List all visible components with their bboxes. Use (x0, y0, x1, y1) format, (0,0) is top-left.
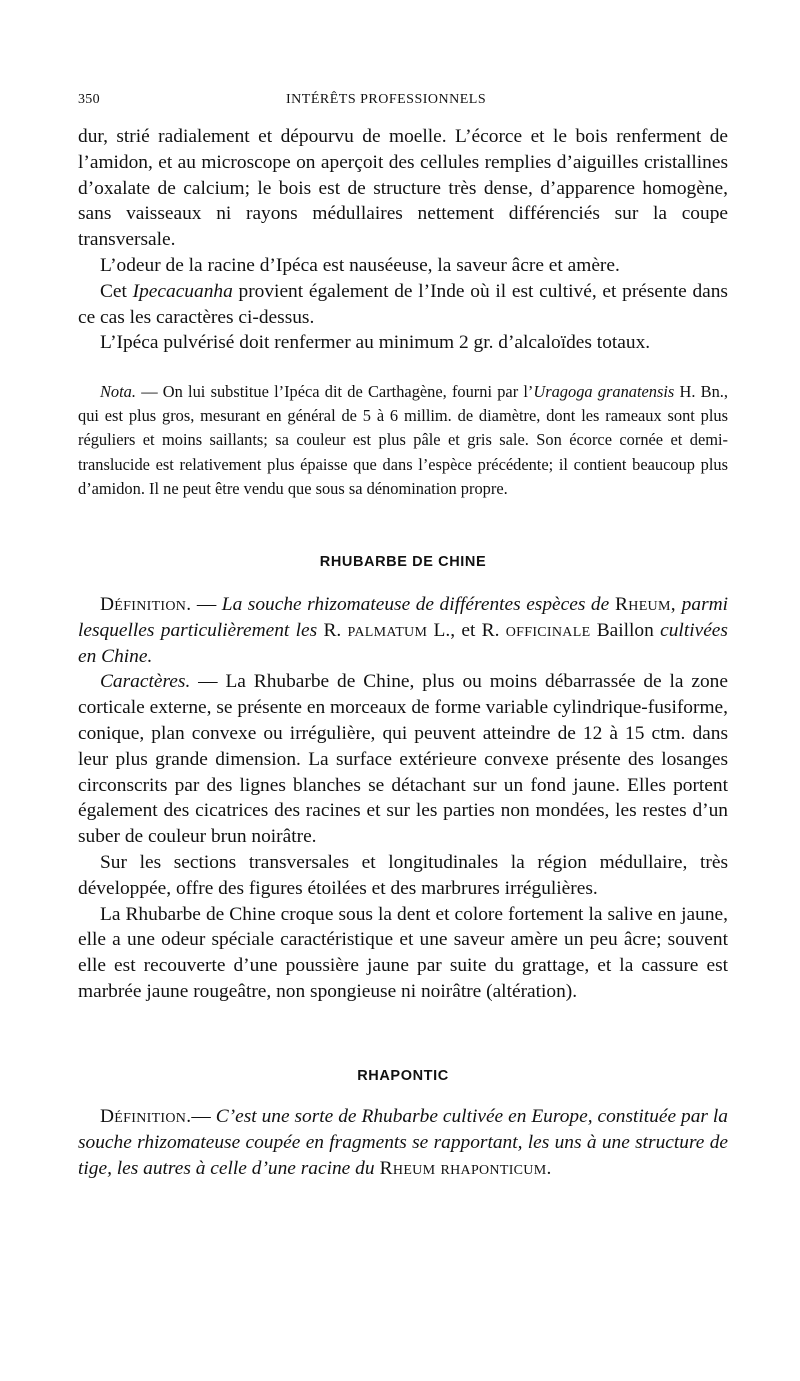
caracteres-label: Caractères. (100, 671, 191, 693)
rhapontic-section (78, 1104, 728, 1181)
definition-label: Définition. (100, 1106, 192, 1127)
nota-label: Nota. (100, 382, 136, 401)
text-fragment: provient également de l’Inde où il est cultivé, et présente dans ce cas les caractères ci-dessus. (78, 280, 728, 328)
running-head (78, 92, 728, 112)
text-fragment: . (546, 1157, 552, 1179)
definition-paragraph (78, 1104, 728, 1181)
definition-text: C’est une sorte de Rhubarbe cultivée en Europe, constituée par la souche rhizomateuse coupée en fragments se rapportant, les uns à une structure de tige, les autres à celle d’une racine du (78, 1106, 729, 1179)
paragraph-ipecacuanha (78, 279, 728, 331)
species-name: Rheum rhaponticum (374, 1157, 547, 1179)
text-fragment: Cet (100, 280, 133, 302)
nota-paragraph (78, 380, 728, 501)
text-fragment: — La Rhubarbe de Chine, plus ou moins débarrassée de la zone corticale externe, se présente en morceaux de forme variable cylindrique-fusiforme, conique, plan convexe ou irrégulière, qui peuvent atteindre de 12 à 15 ctm. dans leur plus grande dimension. La surface extérieure convexe présente des losanges circonscrits par des lignes blanches se détachant sur un fond jaune. Elles portent également des cicatrices des racines et sur les parties non mondées, les restes d’un suber de couleur brun noirâtre. (78, 671, 728, 848)
genus-name: Rheum, (609, 594, 682, 615)
species-name: Uragoga granatensis (533, 382, 675, 401)
definition-paragraph (78, 592, 728, 669)
section-heading-rhapontic: RHAPONTIC (357, 1068, 449, 1084)
definition-text: parmi lesquelles particulièrement les (78, 594, 728, 641)
definition-text: La souche rhizomateuse de différentes espèces de (221, 594, 610, 615)
intro-section (78, 124, 728, 356)
text-fragment: — (191, 594, 222, 615)
text-fragment: — On lui substitue l’Ipéca dit de Carthagène, fourni par l’ (135, 382, 534, 401)
text-fragment: Baillon (590, 619, 661, 641)
rhubarbe-section (78, 592, 728, 1005)
nota-section (78, 380, 728, 501)
species-name: officinale (505, 619, 591, 641)
running-head-title: INTÉRÊTS PROFESSIONNELS (286, 92, 487, 107)
paragraph-odeur: L’odeur de la racine d’Ipéca est nauséeuse, la saveur âcre et amère. (100, 254, 620, 276)
paragraph-structure: dur, strié radialement et dépourvu de moelle. L’écorce et le bois renferment de l’amidon, et au microscope on aperçoit des cellules remplies d’aiguilles cristallines d’oxalate de calcium; le bois est de structure très dense, d’apparence homogène, sans vaisseaux ni rayons médullaires nettement différenciés sur la coupe transversale. (78, 126, 728, 251)
text-fragment: L., et R. (427, 619, 506, 641)
saveur-paragraph: La Rhubarbe de Chine croque sous la dent et colore fortement la salive en jaune, elle a une odeur spéciale caractéristique et une saveur amère un peu âcre; souvent elle est recouverte d’une poussière jaune par suite du grattage, et la cassure est marbrée jaune rougeâtre, non spongieuse ni noirâtre (altération). (78, 903, 728, 1002)
species-name: Ipecacuanha (132, 280, 233, 302)
paragraph-alcaloides: L’Ipéca pulvérisé doit renfermer au minimum 2 gr. d’alcaloïdes totaux. (100, 332, 651, 354)
sections-paragraph: Sur les sections transversales et longitudinales la région médullaire, très développée, offre des figures étoilées et des marbrures irrégulières. (78, 851, 728, 899)
page-number: 350 (78, 92, 100, 107)
caracteres-paragraph (78, 669, 728, 850)
text-fragment: R. (317, 619, 348, 641)
species-name: palmatum (347, 619, 428, 641)
text-fragment: H. Bn., qui est plus gros, mesurant en général de 5 à 6 millim. de diamètre, dont les rameaux sont plus réguliers et moins saillants; sa couleur est plus pâle et gris sale. Son écorce cornée et demi-translucide est relativement plus épaisse que dans l’espèce précédente; il contient beaucoup plus d’amidon. Il ne peut être vendu que sous sa dénomination propre. (78, 382, 728, 498)
definition-text: cultivées en Chine. (78, 619, 728, 667)
section-heading-rhubarbe: RHUBARBE DE CHINE (319, 554, 487, 570)
definition-label: Définition. (100, 594, 192, 615)
text-fragment: — (191, 1106, 216, 1127)
